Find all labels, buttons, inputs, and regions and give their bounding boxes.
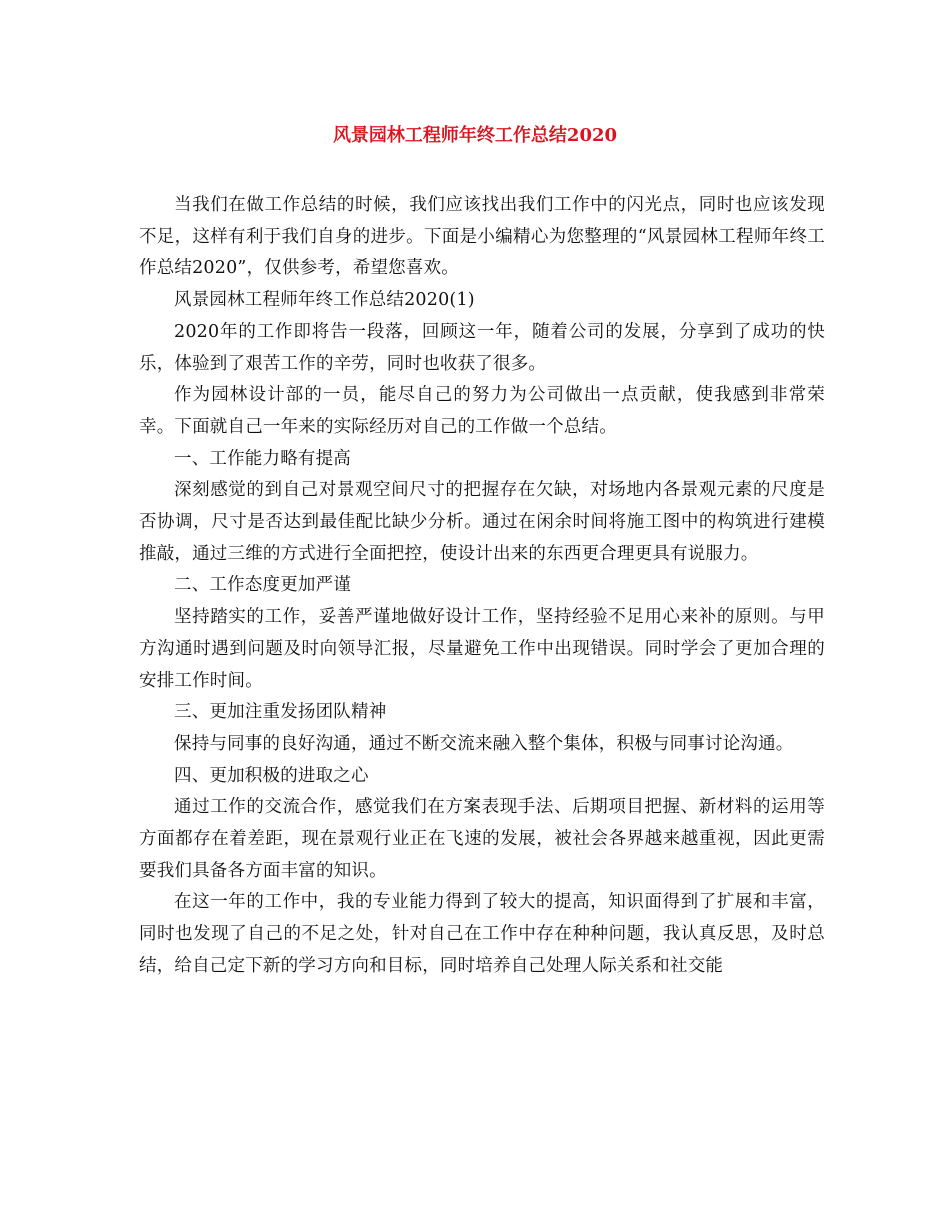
paragraph-ability: 深刻感觉的到自己对景观空间尺寸的把握存在欠缺，对场地内各景观元素的尺度是否协调，尺寸是否达到最佳配比缺少分析。通过在闲余时间将施工图中的构筑进行建模推敲，通过三维的方式进行全面把控，使设计出来的东西更合理更具有说服力。 <box>139 480 825 564</box>
paragraph-department: 作为园林设计部的一员，能尽自己的努力为公司做出一点贡献，使我感到非常荣幸。下面就自己一年来的实际经历对自己的工作做一个总结。 <box>139 385 825 437</box>
section-subtitle: 风景园林工程师年终工作总结2020(1) <box>174 290 475 311</box>
document-body <box>139 190 825 983</box>
paragraph-attitude: 坚持踏实的工作，妥善严谨地做好设计工作，坚持经验不足用心来补的原则。与甲方沟通时遇到问题及时向领导汇报，尽量避免工作中出现错误。同时学会了更加合理的安排工作时间。 <box>139 607 825 691</box>
heading-teamwork: 三、更加注重发扬团队精神 <box>174 702 387 723</box>
paragraph-year-review: 2020年的工作即将告一段落，回顾这一年，随着公司的发展，分享到了成功的快乐，体验到了艰苦工作的辛劳，同时也收获了很多。 <box>139 321 825 374</box>
paragraph-summary: 在这一年的工作中，我的专业能力得到了较大的提高，知识面得到了扩展和丰富，同时也发现了自己的不足之处，针对自己在工作中存在种种问题，我认真反思，及时总结，给自己定下新的学习方向和目标，同时培养自己处理人际关系和社交能 <box>139 892 825 976</box>
document-title: 风景园林工程师年终工作总结2020 <box>332 125 618 146</box>
heading-ability: 一、工作能力略有提高 <box>174 448 351 469</box>
heading-progress: 四、更加积极的进取之心 <box>174 765 369 786</box>
heading-attitude: 二、工作态度更加严谨 <box>174 575 351 596</box>
paragraph-teamwork: 保持与同事的良好沟通，通过不断交流来融入整个集体，积极与同事讨论沟通。 <box>174 733 794 754</box>
paragraph-progress: 通过工作的交流合作，感觉我们在方案表现手法、后期项目把握、新材料的运用等方面都存在着差距，现在景观行业正在飞速的发展，被社会各界越来越重视，因此更需要我们具备各方面丰富的知识。 <box>139 797 825 881</box>
intro-paragraph: 当我们在做工作总结的时候，我们应该找出我们工作中的闪光点，同时也应该发现不足，这样有利于我们自身的进步。下面是小编精心为您整理的“风景园林工程师年终工作总结2020”，仅供参考，希望您喜欢。 <box>139 195 825 279</box>
